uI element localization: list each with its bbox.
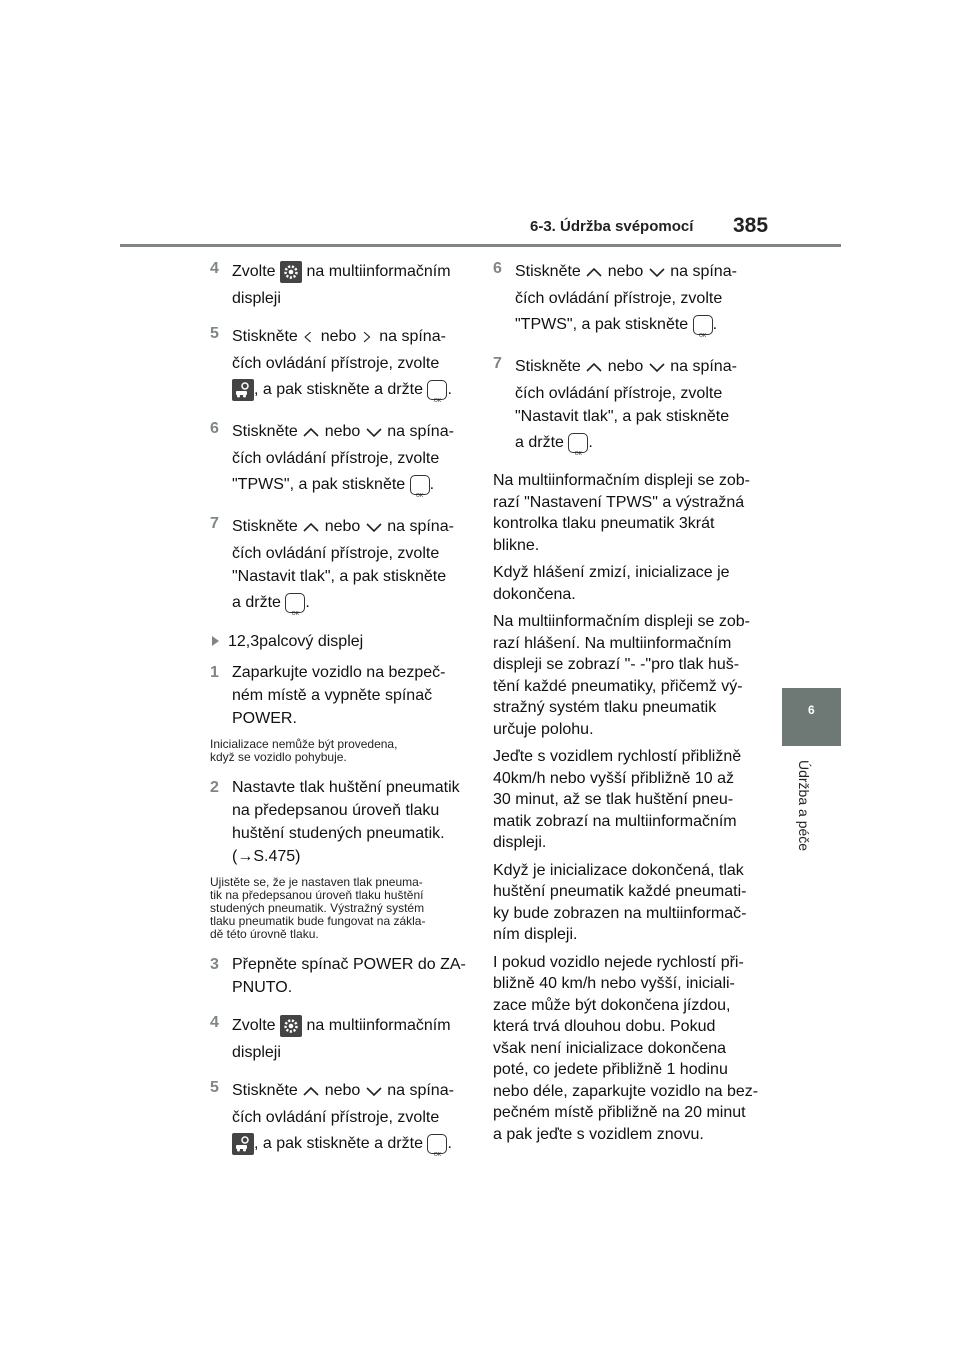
header-rule	[120, 244, 841, 247]
chapter-number: 6	[808, 703, 815, 717]
gear-icon	[280, 1015, 302, 1037]
step-7-right: 7 Stiskněte nebo na spína- čích ovládání přístroje, zvolte "Nastavit tlak", a pak stiskněte a držte OK .	[493, 355, 737, 457]
page-number: 385	[733, 214, 769, 237]
chevron-up-icon	[302, 1084, 320, 1098]
right-column	[493, 257, 759, 1151]
vehicle-settings-icon	[232, 1133, 254, 1155]
chevron-down-icon	[648, 360, 666, 374]
chevron-down-icon	[648, 265, 666, 279]
chevron-up-icon	[585, 360, 603, 374]
chevron-up-icon	[585, 265, 603, 279]
step-6: 6 Stiskněte nebo na spína- čích ovládání přístroje, zvolte "TPWS", a pak stiskněte OK .	[210, 420, 454, 499]
chevron-down-icon	[365, 520, 383, 534]
paragraph-2: Když hlášení zmizí, inicializace je dokončena.	[493, 564, 730, 603]
section-title: 6-3. Údržba svépomocí	[530, 218, 694, 235]
ok-button-icon: OK	[285, 593, 305, 613]
chapter-tab	[782, 688, 841, 746]
b-step-2: 2 Nastavte tlak huštění pneumatik na předepsanou úroveň tlaku huštění studených pneumatik. (→S.475)	[210, 776, 472, 868]
ok-button-icon: OK	[427, 1134, 447, 1154]
chevron-down-icon	[365, 1084, 383, 1098]
chevron-left-icon	[302, 328, 316, 346]
step-4: 4 Zvolte na multiinformačním displeji	[210, 260, 451, 307]
paragraph-6: I pokud vozidlo nejede rychlostí při- bližně 40 km/h nebo vyšší, iniciali- zace může být dokončena jízdou, která trvá dlouhou dobu. Pokud však není inicializace dokončena poté, co jedete přibližně 1 hodinu nebo déle, zaparkujte vozidlo na bez- pečném místě přibližně na 20 minut a pak jeďte s vozidlem znovu.	[493, 953, 759, 1143]
ok-button-icon: OK	[693, 315, 713, 335]
note-2: Ujistěte se, že je nastaven tlak pneuma- tik na předepsanou úroveň tlaku huštění studených pneumatik. Výstražný systém tlaku pneumatik bude fungovat na zákla- dě této úrovně tlaku.	[210, 875, 426, 941]
b-step-4: 4 Zvolte na multiinformačním displeji	[210, 1014, 451, 1061]
ok-button-icon: OK	[410, 475, 430, 495]
subheading-12-3-inch: 12,3palcový displej	[210, 630, 472, 653]
chevron-up-icon	[302, 520, 320, 534]
chevron-right-icon	[361, 328, 375, 346]
step-6-right: 6 Stiskněte nebo na spína- čích ovládání přístroje, zvolte "TPWS", a pak stiskněte OK .	[493, 260, 737, 339]
gear-icon	[280, 261, 302, 283]
chapter-label: Údržba a péče	[796, 760, 812, 852]
vehicle-settings-icon	[232, 379, 254, 401]
left-column	[210, 257, 472, 1171]
step-5: 5 Stiskněte nebo na spína- čích ovládání přístroje, zvolte , a pak stiskněte a držte OK .	[210, 325, 452, 404]
ok-button-icon: OK	[427, 380, 447, 400]
chevron-up-icon	[302, 425, 320, 439]
page-reference-link[interactable]: (→S.475)	[232, 848, 301, 865]
chevron-down-icon	[365, 425, 383, 439]
note-1: Inicializace nemůže být provedena, když se vozidlo pohybuje.	[210, 737, 398, 764]
paragraph-5: Když je inicializace dokončená, tlak huštění pneumatik každé pneumati- ky bude zobrazen na multiinformač- ním displeji.	[493, 861, 747, 943]
ok-button-icon: OK	[568, 433, 588, 453]
triangle-bullet-icon	[212, 636, 219, 646]
step-7: 7 Stiskněte nebo na spína- čích ovládání přístroje, zvolte "Nastavit tlak", a pak stiskněte a držte OK .	[210, 515, 454, 617]
paragraph-1: Na multiinformačním displeji se zob- razí "Nastavení TPWS" a výstražná kontrolka tlaku pneumatik 3krát blikne.	[493, 472, 750, 554]
paragraph-4: Jeďte s vozidlem rychlostí přibližně 40km/h nebo vyšší přibližně 10 až 30 minut, až se tlak huštění pneu- matik zobrazí na multiinformačním displeji.	[493, 748, 742, 851]
b-step-3: 3 Přepněte spínač POWER do ZA- PNUTO.	[210, 956, 466, 996]
b-step-1: 1 Zaparkujte vozidlo na bezpeč- ném místě a vypněte spínač POWER.	[210, 664, 446, 727]
b-step-5: 5 Stiskněte nebo na spína- čích ovládání přístroje, zvolte , a pak stiskněte a držte OK .	[210, 1079, 454, 1158]
paragraph-3: Na multiinformačním displeji se zob- razí hlášení. Na multiinformačním displeji se zobrazí "- -"pro tlak huš- tění každé pneumatiky, přičemž vý- stražný systém tlaku pneumatik určuje polohu.	[493, 613, 750, 738]
